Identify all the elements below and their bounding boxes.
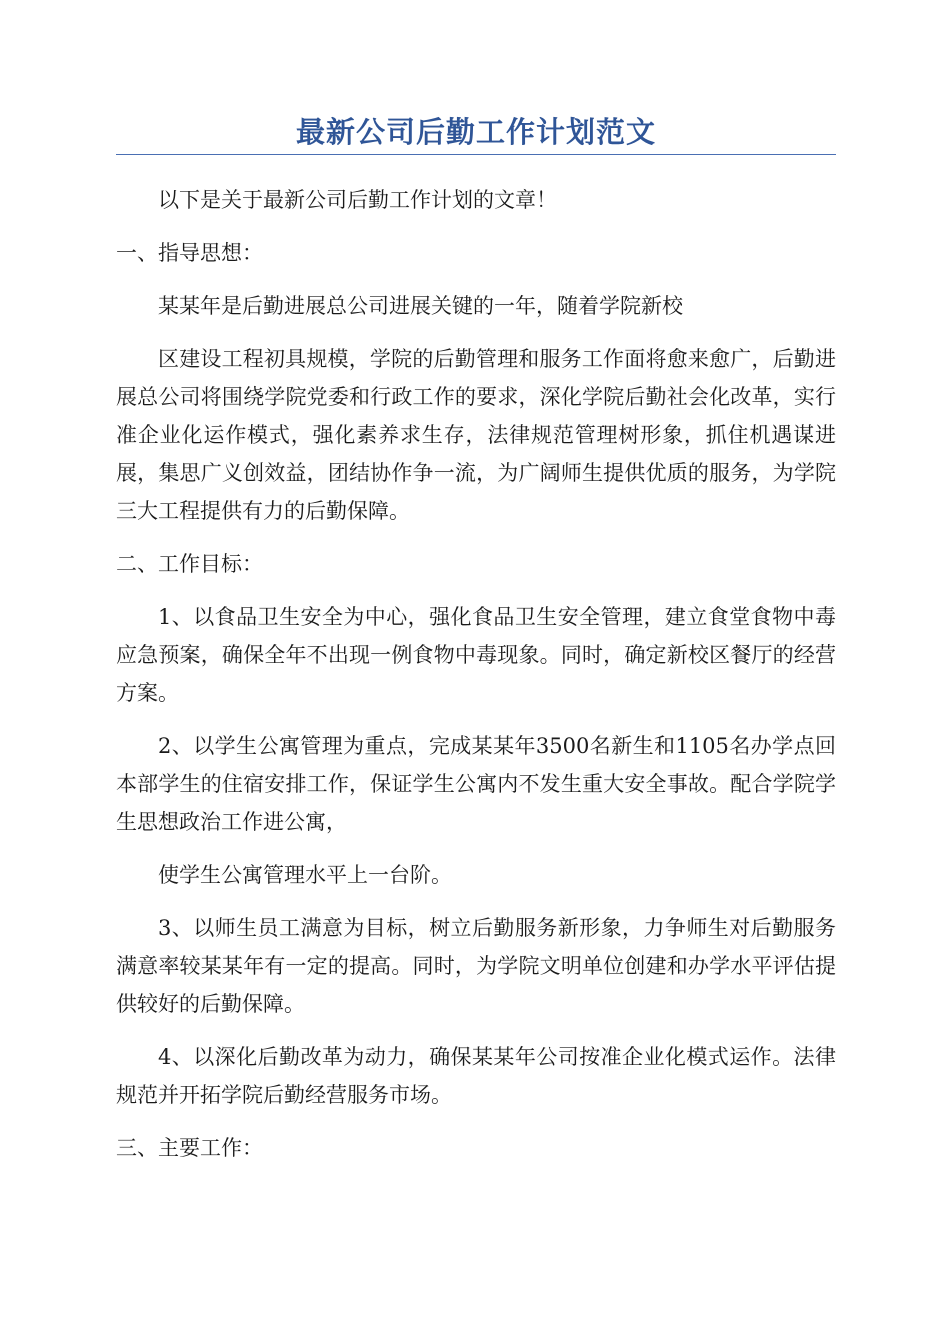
title-underline [116, 154, 836, 155]
goal-item-2-continued: 使学生公寓管理水平上一台阶。 [158, 863, 452, 887]
document-page [116, 110, 836, 1167]
goal-item-3: 3、以师生员工满意为目标，树立后勤服务新形象，力争师生对后勤服务满意率较某某年有一定的提高。同时，为学院文明单位创建和办学水平评估提供较好的后勤保障。 [116, 916, 836, 1016]
goal-item-4: 4、以深化后勤改革为动力，确保某某年公司按准企业化模式运作。法律规范并开拓学院后勤经营服务市场。 [116, 1045, 836, 1107]
intro-paragraph: 以下是关于最新公司后勤工作计划的文章！ [158, 188, 557, 212]
paragraph-guiding-line1: 某某年是后勤进展总公司进展关键的一年，随着学院新校 [158, 294, 683, 318]
goal-item-1: 1、以食品卫生安全为中心，强化食品卫生安全管理，建立食堂食物中毒应急预案，确保全年不出现一例食物中毒现象。同时，确定新校区餐厅的经营方案。 [116, 605, 836, 705]
section-heading-work-goals: 二、工作目标： [116, 552, 263, 576]
document-title: 最新公司后勤工作计划范文 [295, 115, 656, 149]
section-heading-guiding-thought: 一、指导思想： [116, 241, 263, 265]
section-heading-main-work: 三、主要工作： [116, 1136, 263, 1160]
goal-item-2: 2、以学生公寓管理为重点，完成某某年3500名新生和1105名办学点回本部学生的住宿安排工作，保证学生公寓内不发生重大安全事故。配合学院学生思想政治工作进公寓， [116, 734, 836, 834]
paragraph-guiding-body: 区建设工程初具规模，学院的后勤管理和服务工作面将愈来愈广，后勤进展总公司将围绕学院党委和行政工作的要求，深化学院后勤社会化改革，实行准企业化运作模式，强化素养求生存，法律规范管理树形象，抓住机遇谋进展，集思广义创效益，团结协作争一流，为广阔师生提供优质的服务，为学院三大工程提供有力的后勤保障。 [116, 347, 836, 523]
